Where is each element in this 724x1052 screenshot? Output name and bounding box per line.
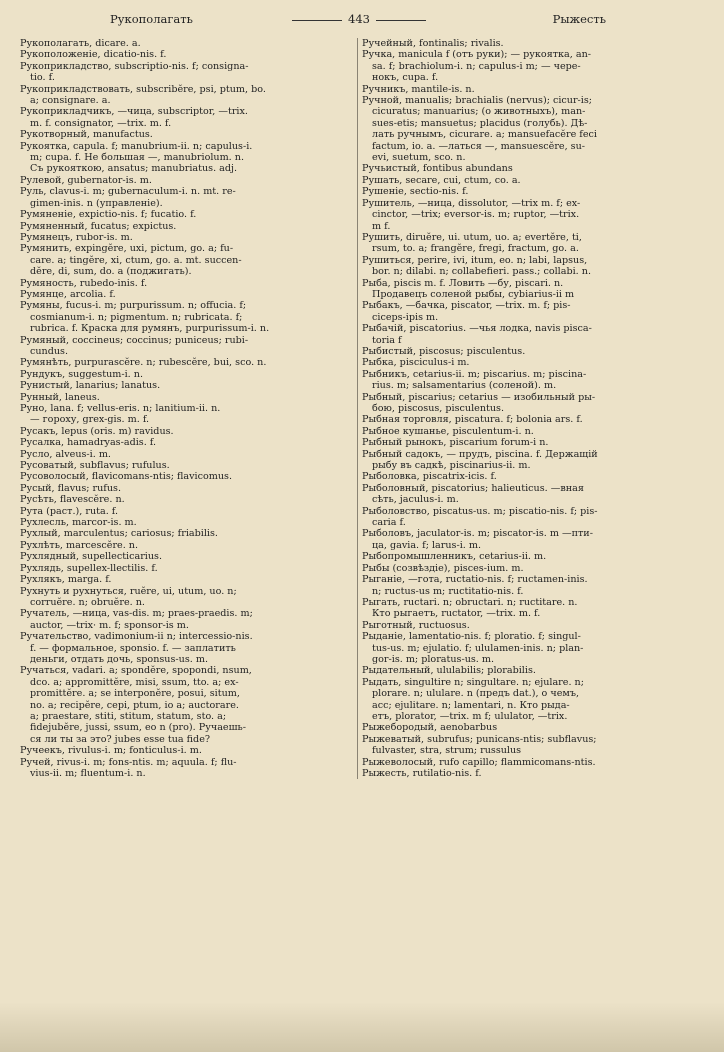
- entry-line: Рукоприкладство, subscriptio-nis. f; consigna-: [20, 60, 249, 72]
- dictionary-entry: [362, 551, 702, 562]
- dictionary-entry: [20, 483, 348, 494]
- dictionary-entry: [362, 449, 702, 472]
- entry-line: Рухлый, marculentus; cariosus; friabilis.: [20, 528, 218, 540]
- dictionary-entry: [20, 506, 348, 517]
- entry-continuation: деньги, отдать дочь, sponsus-us. m.: [30, 653, 208, 665]
- dictionary-entry: [20, 540, 348, 551]
- header-right-word: Рыжесть: [552, 12, 606, 26]
- entry-continuation: ца, gavia. f; larus-i. m.: [372, 539, 482, 551]
- entry-continuation: f. — формальное, sponsio. f. — заплатить: [30, 642, 236, 654]
- entry-continuation: cinctor, —trix; eversor-is. m; ruptor, —trix.: [372, 209, 580, 221]
- entry-continuation: no. a; recipĕre, cepi, ptum, io a; auctorare.: [30, 699, 239, 711]
- dictionary-entry: [362, 426, 702, 437]
- dictionary-entry: [362, 163, 702, 174]
- entry-line: Ручеекъ, rivulus-i. m; fonticulus-i. m.: [20, 745, 202, 757]
- entry-continuation: етъ, plorator, —trix. m f; ululator, —trix.: [372, 710, 568, 722]
- dictionary-entry: [362, 198, 702, 232]
- entry-line: Румяненіе, expictio-nis. f; fucatio. f.: [20, 209, 197, 221]
- entry-continuation: gor-is. m; ploratus-us. m.: [372, 653, 495, 665]
- left-column: [20, 38, 348, 779]
- entry-line: Ручаться, vadari. a; spondĕre, spopondi, nsum,: [20, 665, 252, 677]
- dictionary-entry: [362, 38, 702, 49]
- entry-continuation: sues-etis; mansuetus; placidus (голубь). Дѣ-: [372, 117, 588, 129]
- entry-line: Румяность, rubedo-inis. f.: [20, 277, 148, 289]
- dictionary-entry: [362, 84, 702, 95]
- dictionary-entry: [362, 483, 702, 506]
- entry-continuation: sa. f; brachiolum-i. n; capulus-i m; — чере-: [372, 60, 581, 72]
- dictionary-entry: [20, 61, 348, 84]
- entry-continuation: нокъ, cupa. f.: [372, 72, 439, 84]
- dictionary-entry: [362, 278, 702, 301]
- entry-line: Румянѣть, purpurascĕre. n; rubescĕre, bui, sco. n.: [20, 357, 267, 369]
- entry-continuation: бою, piscosus, pisculentus.: [372, 403, 505, 414]
- entry-line: Рыболовка, piscatrix-icis. f.: [362, 471, 497, 483]
- entry-line: Рунистый, lanarius; lanatus.: [20, 380, 161, 392]
- page-header: [0, 12, 724, 34]
- dictionary-entry: [20, 289, 348, 300]
- entry-line: Ручейный, fontinalis; rivalis.: [362, 38, 504, 49]
- dictionary-entry: [362, 392, 702, 415]
- dictionary-entry: [362, 722, 702, 733]
- entry-continuation: rsum, to. a; frangĕre, fregi, fractum, go. a.: [372, 243, 579, 255]
- dictionary-entry: [20, 141, 348, 175]
- entry-continuation: fulvaster, stra, strum; russulus: [372, 745, 522, 757]
- entry-line: Рыжеватый, subrufus; punicans-ntis; subflavus;: [362, 733, 597, 745]
- dictionary-entry: [362, 437, 702, 448]
- dictionary-entry: [20, 106, 348, 129]
- entry-line: Рыбный рынокъ, piscarium forum-i n.: [362, 437, 549, 449]
- entry-line: Рукоприкладчикъ, —чица, subscriptor, —trix.: [20, 106, 248, 118]
- entry-line: Рыбистый, piscosus; pisculentus.: [362, 345, 526, 357]
- dictionary-entry: [20, 471, 348, 482]
- dictionary-entry: [20, 38, 348, 49]
- dictionary-entry: [362, 734, 702, 757]
- entry-line: Рушать, secare, cui, ctum, co. a.: [362, 174, 521, 186]
- entry-line: Русло, alveus-i. m.: [20, 448, 111, 460]
- entry-line: Рыбачій, piscatorius. —чья лодка, navis pisca-: [362, 323, 592, 335]
- dictionary-entry: [20, 380, 348, 391]
- entry-continuation: dco. a; appromittĕre, misi, ssum, tto. a; ex-: [30, 676, 239, 688]
- entry-line: Рухлякъ, marga. f.: [20, 574, 112, 586]
- dictionary-entry: [20, 369, 348, 380]
- entry-line: Рыданіе, lamentatio-nis. f; ploratio. f; singul-: [362, 631, 581, 643]
- dictionary-entry: [20, 460, 348, 471]
- dictionary-entry: [362, 757, 702, 768]
- entry-line: Рыбы (созвѣздіе), pisces-ium. m.: [362, 562, 524, 574]
- entry-line: Рукотворный, manufactus.: [20, 129, 153, 141]
- entry-continuation: a; consignare. a.: [30, 95, 111, 107]
- entry-continuation: factum, io. a. —латься —, mansuescĕre, su-: [372, 140, 586, 152]
- dictionary-entry: [362, 631, 702, 665]
- entry-continuation: plorare. n; ululare. n (предъ dat.), о чемъ,: [372, 688, 580, 700]
- dictionary-entry: [20, 631, 348, 665]
- right-column: [357, 38, 702, 779]
- entry-continuation: auctor, —trix· m. f; sponsor-is m.: [30, 619, 189, 631]
- entry-line: Румяный, coccineus; coccinus; puniceus; rubi-: [20, 334, 249, 346]
- dictionary-entry: [20, 426, 348, 437]
- entry-line: Рукоприкладствовать, subscribĕre, psi, ptum, bo.: [20, 83, 266, 95]
- entry-continuation: rius. m; salsamentarius (соленой). m.: [372, 380, 557, 392]
- entry-continuation: сѣть, jaculus-i. m.: [372, 494, 459, 506]
- dictionary-entry: [20, 335, 348, 358]
- dictionary-entry: [20, 392, 348, 403]
- dictionary-entry: [20, 300, 348, 334]
- dictionary-entry: [20, 129, 348, 140]
- entry-line: Рушиться, perire, ivi, itum, eo. n; labi, lapsus,: [362, 254, 588, 266]
- page-shadow: [0, 1002, 724, 1052]
- entry-continuation: cosmianum-i. n; pigmentum. n; rubricata. f;: [30, 311, 243, 323]
- dictionary-entry: [20, 528, 348, 539]
- entry-continuation: tio. f.: [30, 72, 55, 84]
- entry-line: Рулевой, gubernator-is. m.: [20, 174, 152, 186]
- entry-line: Рыбный садокъ, — прудъ, piscina. f. Держащій: [362, 448, 598, 460]
- dictionary-entry: [20, 221, 348, 232]
- entry-line: Рундукъ, suggestum-i. n.: [20, 368, 143, 380]
- entry-line: Рыдательный, ululabilis; plorabilis.: [362, 665, 536, 677]
- entry-line: Рыболовство, piscatus-us. m; piscatio-nis. f; pis-: [362, 505, 598, 517]
- entry-continuation: caria f.: [372, 517, 406, 529]
- dictionary-entry: [20, 278, 348, 289]
- dictionary-entry: [20, 209, 348, 220]
- dictionary-entry: [362, 620, 702, 631]
- entry-line: Рукоположеніе, dicatio-nis. f.: [20, 49, 167, 61]
- entry-line: Ручательство, vadimonium-ii n; intercessio-nis.: [20, 631, 253, 643]
- dictionary-entry: [20, 517, 348, 528]
- entry-line: Русѣть, flavescĕre. n.: [20, 494, 125, 506]
- entry-line: Ручатель, —ница, vas-dis. m; praes-praedis. m;: [20, 608, 253, 620]
- dictionary-entry: [362, 300, 702, 323]
- entry-line: Румяны, fucus-i. m; purpurissum. n; offucia. f;: [20, 300, 247, 312]
- dictionary-entry: [20, 574, 348, 585]
- dictionary-entry: [362, 768, 702, 779]
- entry-line: Рыбка, pisciculus-i m.: [362, 357, 470, 369]
- entry-continuation: ся ли ты за это? jubes esse tua fide?: [30, 733, 211, 745]
- entry-line: Рушить, diruĕre, ui. utum, uo. a; evertĕre, ti,: [362, 231, 582, 243]
- dictionary-entry: [20, 437, 348, 448]
- entry-line: Рыжебородый, aenobarbus: [362, 722, 498, 734]
- entry-line: Рухлесль, marcor-is. m.: [20, 517, 137, 529]
- dictionary-entry: [362, 49, 702, 83]
- entry-continuation: m f.: [372, 220, 391, 232]
- entry-line: Рыболовный, piscatorius; halieuticus. —вная: [362, 482, 584, 494]
- dictionary-entry: [20, 232, 348, 243]
- dictionary-entry: [362, 506, 702, 529]
- entry-continuation: rubrica. f. Краска для румянъ, purpurissum-i. n.: [30, 323, 270, 335]
- entry-line: Рыбникъ, cetarius-ii. m; piscarius. m; piscina-: [362, 368, 587, 380]
- dictionary-entry: [362, 346, 702, 357]
- dictionary-entry: [20, 665, 348, 745]
- entry-continuation: cicuratus; manuarius; (о животныхъ), man-: [372, 106, 586, 118]
- entry-line: Румянить, expingĕre, uxi, pictum, go. a; fu-: [20, 243, 234, 255]
- dictionary-entry: [362, 528, 702, 551]
- entry-line: Руно, lana. f; vellus-eris. n; lanitium-ii. n.: [20, 403, 221, 414]
- entry-line: Русакъ, lepus (oris. m) ravidus.: [20, 425, 174, 437]
- entry-line: Румянце, arcolia. f.: [20, 288, 116, 300]
- entry-continuation: Кто рыгаетъ, ructator, —trix. m. f.: [372, 608, 541, 620]
- header-left-word: Рукополагать: [110, 12, 193, 26]
- entry-continuation: рыбу въ садкѣ, piscinarius-ii. m.: [372, 460, 531, 472]
- entry-line: Рыгать, ructari. n; obructari. n; ructitare. n.: [362, 596, 578, 608]
- entry-continuation: tus-us. m; ejulatio. f; ululamen-inis. n; plan-: [372, 642, 584, 654]
- entry-continuation: Съ рукояткою, ansatus; manubriatus. adj.: [30, 163, 238, 175]
- dictionary-entry: [362, 414, 702, 425]
- dictionary-entry: [20, 175, 348, 186]
- entry-continuation: m. f. consignator, —trix. m. f.: [30, 117, 172, 129]
- dictionary-entry: [20, 243, 348, 277]
- dictionary-entry: [20, 494, 348, 505]
- entry-line: Рыготный, ructuosus.: [362, 619, 470, 631]
- dictionary-entry: [20, 357, 348, 368]
- entry-line: Рукополагать, dicare. a.: [20, 38, 141, 49]
- dictionary-entry: [362, 574, 702, 597]
- entry-continuation: acc; ejulitare. n; lamentari, n. Кто рыда-: [372, 699, 570, 711]
- dictionary-entry: [362, 232, 702, 255]
- entry-continuation: — гороху, grex-gis. m. f.: [30, 414, 150, 426]
- entry-line: Ручьистый, fontibus abundans: [362, 163, 513, 175]
- entry-line: Рыбакъ, —бачка, piscator, —trix. m. f; pis-: [362, 300, 571, 312]
- page-number-value: 443: [348, 12, 370, 26]
- dictionary-entry: [20, 84, 348, 107]
- entry-line: Ручной, manualis; brachialis (nervus); cicur-is;: [362, 95, 593, 107]
- dictionary-entry: [362, 323, 702, 346]
- dictionary-entry: [20, 551, 348, 562]
- entry-continuation: лать ручнымъ, cicurare. a; mansuefacĕre feci: [372, 129, 597, 141]
- entry-continuation: promittĕre. a; se interponĕre, posui, situm,: [30, 688, 240, 700]
- dictionary-entry: [362, 255, 702, 278]
- entry-continuation: toria f: [372, 334, 402, 346]
- entry-continuation: care. a; tingĕre, xi, ctum, go. a. mt. succen-: [30, 254, 242, 266]
- entry-continuation: n; ructus-us m; ructitatio-nis. f.: [372, 585, 524, 597]
- entry-continuation: a; praestare, stiti, stitum, statum, sto. a;: [30, 710, 227, 722]
- entry-line: Рыбное кушанье, pisculentum-i. n.: [362, 425, 534, 437]
- dictionary-entry: [362, 677, 702, 723]
- dictionary-entry: [20, 49, 348, 60]
- entry-continuation: corruĕre. n; obruĕre. n.: [30, 596, 145, 608]
- entry-line: Рыбный, piscarius; cetarius — изобильный ры-: [362, 391, 596, 403]
- dictionary-entry: [362, 597, 702, 620]
- entry-line: Рушитель, —ница, dissolutor, —trix m. f; ex-: [362, 197, 581, 209]
- entry-line: Рыба, piscis m. f. Ловить —бу, piscari. n.: [362, 277, 564, 289]
- entry-line: Русалка, hamadryas-adis. f.: [20, 437, 157, 449]
- entry-line: Русоволосый, flavicomans-ntis; flavicomus.: [20, 471, 233, 483]
- dictionary-entry: [362, 471, 702, 482]
- entry-continuation: Продавецъ соленой рыбы, cybiarius-ii m: [372, 288, 575, 300]
- entry-continuation: fidejubĕre, jussi, ssum, eo n (pro). Ручаешь-: [30, 722, 246, 734]
- dictionary-entry: [20, 186, 348, 209]
- entry-continuation: evi, suetum, sco. n.: [372, 152, 466, 164]
- entry-line: Рухлѣть, marcescĕre. n.: [20, 539, 139, 551]
- dictionary-entry: [362, 186, 702, 197]
- dictionary-entry: [20, 608, 348, 631]
- entry-line: Рухнуть и рухнуться, ruĕre, ui, utum, uo. n;: [20, 585, 237, 597]
- entry-continuation: bor. n; dilabi. n; collabefieri. pass.; collabi. n.: [372, 266, 592, 278]
- entry-line: Румяненный, fucatus; expictus.: [20, 220, 177, 232]
- dictionary-entry: [20, 563, 348, 574]
- dictionary-entry: [20, 449, 348, 460]
- dictionary-entry: [362, 665, 702, 676]
- entry-line: Рыжеволосый, rufo capillo; flammicomans-ntis.: [362, 756, 596, 768]
- entry-line: Рута (раст.), ruta. f.: [20, 505, 119, 517]
- entry-continuation: dĕre, di, sum, do. a (поджигать).: [30, 266, 192, 278]
- entry-line: Румянецъ, rubor-is. m.: [20, 231, 133, 243]
- dictionary-entry: [20, 745, 348, 756]
- entry-line: Рунный, laneus.: [20, 391, 100, 403]
- entry-line: Рукоятка, capula. f; manubrium-ii. n; capulus-i.: [20, 140, 253, 152]
- entry-continuation: ciceps-ipis m.: [372, 311, 439, 323]
- entry-line: Ручникъ, mantile-is. n.: [362, 83, 475, 95]
- page-number: [286, 12, 432, 26]
- entry-line: Ручка, manicula f (отъ руки); — рукоятка, an-: [362, 49, 592, 61]
- entry-line: Рыганіе, —гота, ructatio-nis. f; ructamen-inis.: [362, 574, 588, 586]
- dictionary-entry: [362, 369, 702, 392]
- entry-line: Рыбопромышленникъ, cetarius-ii. m.: [362, 551, 547, 563]
- entry-line: Рухлядный, supellecticarius.: [20, 551, 163, 563]
- entry-continuation: m; cupa. f. Не большая —, manubriolum. n.: [30, 152, 245, 164]
- entry-continuation: vius-ii. m; fluentum-i. n.: [30, 768, 146, 779]
- dictionary-entry: [362, 563, 702, 574]
- dictionary-entry: [362, 175, 702, 186]
- entry-line: Русый, flavus; rufus.: [20, 482, 121, 494]
- entry-line: Рыболовъ, jaculator-is. m; piscator-is. m —пти-: [362, 528, 593, 540]
- entry-line: Рыжесть, rutilatio-nis. f.: [362, 768, 482, 779]
- entry-continuation: gimen-inis. n (управленіе).: [30, 197, 163, 209]
- entry-line: Рыдать, singultire n; singultare. n; ejulare. n;: [362, 676, 584, 688]
- entry-line: Руль, clavus-i. m; gubernaculum-i. n. mt. re-: [20, 186, 236, 198]
- dictionary-entry: [362, 95, 702, 163]
- dictionary-entry: [20, 403, 348, 426]
- dictionary-entry: [20, 757, 348, 780]
- entry-line: Рухлядь, supellex-llectilis. f.: [20, 562, 158, 574]
- entry-line: Русоватый, subflavus; rufulus.: [20, 460, 170, 472]
- entry-line: Ручей, rivus-i. m; fons-ntis. m; aquula. f; flu-: [20, 756, 237, 768]
- entry-continuation: cundus.: [30, 345, 69, 357]
- dictionary-entry: [362, 357, 702, 368]
- entry-line: Рыбная торговля, piscatura. f; bolonia ars. f.: [362, 414, 583, 426]
- dictionary-entry: [20, 586, 348, 609]
- entry-line: Рушеніе, sectio-nis. f.: [362, 186, 469, 198]
